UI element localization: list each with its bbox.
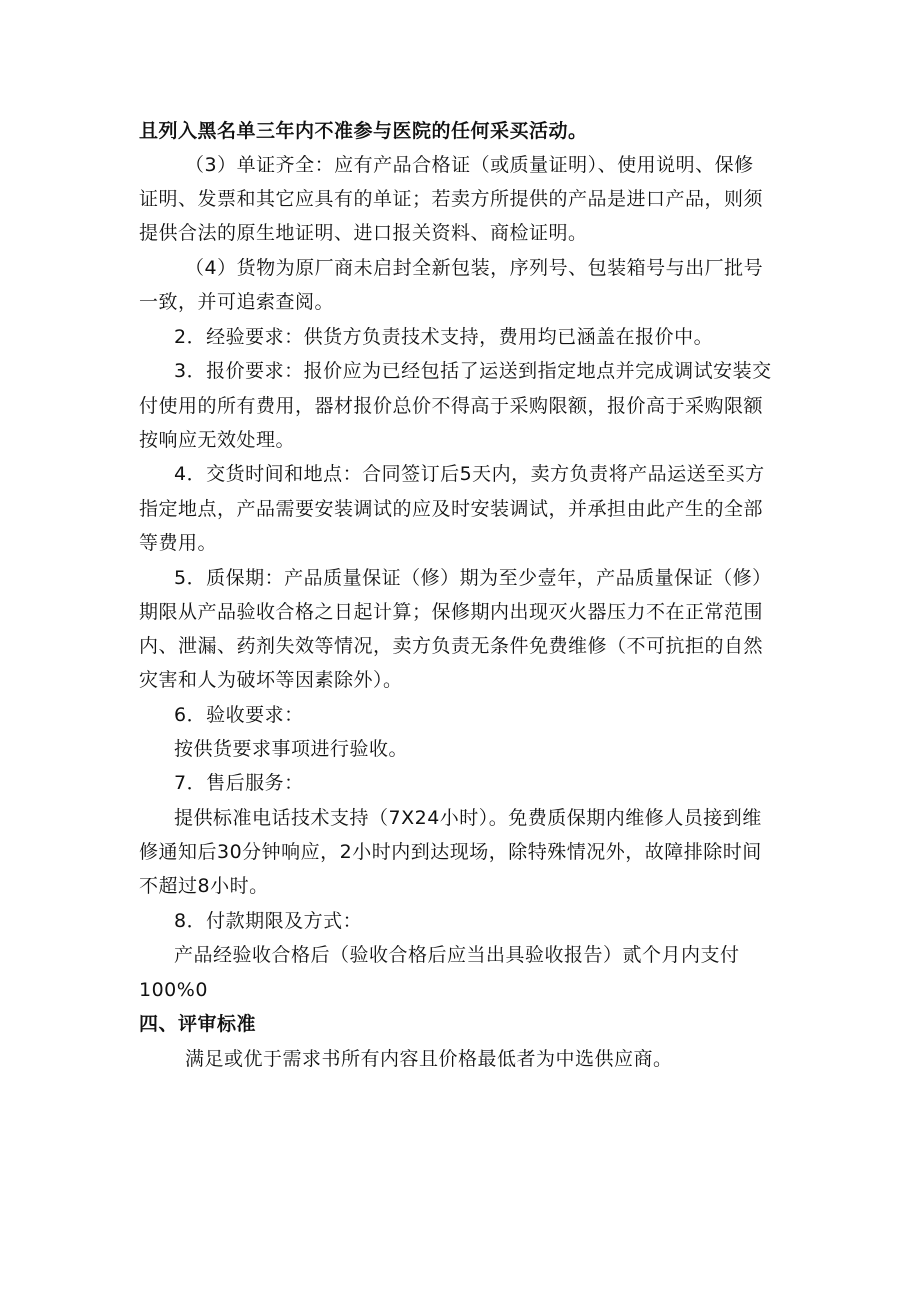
paragraph-packaging-line-1: （4）货物为原厂商未启封全新包装，序列号、包装箱号与出厂批号: [185, 257, 764, 279]
item-delivery-line-2: 指定地点，产品需要安装调试的应及时安装调试，并承担由此产生的全部: [139, 498, 764, 520]
item-payment-line-2: 100%0: [139, 979, 208, 1001]
item-after-sales-line-1: 提供标准电话技术支持（7X24小时）。免费质保期内维修人员接到维: [174, 807, 762, 829]
item-warranty-line-2: 期限从产品验收合格之日起计算；保修期内出现灭火器压力不在正常范围: [139, 601, 764, 623]
item-quote-line-3: 按响应无效处理。: [139, 429, 296, 451]
item-delivery-line-3: 等费用。: [139, 532, 218, 554]
item-quote-line-1: 3．报价要求：报价应为已经包括了运送到指定地点并完成调试安装交: [174, 360, 772, 382]
paragraph-blacklist-line: 且列入黑名单三年内不准参与医院的任何采买活动。: [139, 120, 588, 142]
item-warranty-line-1: 5．质保期：产品质量保证（修）期为至少壹年，产品质量保证（修）: [174, 567, 772, 589]
item-delivery-line-1: 4．交货时间和地点：合同签订后5天内，卖方负责将产品运送至买方: [174, 463, 765, 485]
item-after-sales-line-3: 不超过8小时。: [139, 875, 269, 897]
item-acceptance-text: 按供货要求事项进行验收。: [174, 738, 409, 760]
paragraph-documents-line-3: 提供合法的原生地证明、进口报关资料、商检证明。: [139, 222, 588, 244]
item-payment-heading: 8．付款期限及方式：: [174, 910, 363, 932]
item-after-sales-line-2: 修通知后30分钟响应，2小时内到达现场，除特殊情况外，故障排除时间: [139, 841, 762, 863]
paragraph-documents-line-2: 证明、发票和其它应具有的单证；若卖方所提供的产品是进口产品，则须: [139, 188, 764, 210]
section-heading-evaluation: 四、评审标准: [139, 1013, 257, 1035]
paragraph-packaging-line-2: 一致，并可追索查阅。: [139, 291, 335, 313]
item-experience-requirements: 2．经验要求：供货方负责技术支持，费用均已涵盖在报价中。: [174, 326, 714, 348]
item-acceptance-heading: 6．验收要求：: [174, 704, 304, 726]
item-after-sales-heading: 7．售后服务：: [174, 772, 304, 794]
item-warranty-line-3: 内、泄漏、药剂失效等情况，卖方负责无条件免费维修（不可抗拒的自然: [139, 635, 764, 657]
item-warranty-line-4: 灾害和人为破坏等因素除外）。: [139, 669, 403, 691]
paragraph-documents-line-1: （3）单证齐全：应有产品合格证（或质量证明）、使用说明、保修: [185, 154, 754, 176]
evaluation-criteria-text: 满足或优于需求书所有内容且价格最低者为中选供应商。: [185, 1048, 673, 1070]
item-quote-line-2: 付使用的所有费用，器材报价总价不得高于采购限额，报价高于采购限额: [139, 395, 764, 417]
item-payment-line-1: 产品经验收合格后（验收合格后应当出具验收报告）贰个月内支付: [174, 944, 740, 966]
